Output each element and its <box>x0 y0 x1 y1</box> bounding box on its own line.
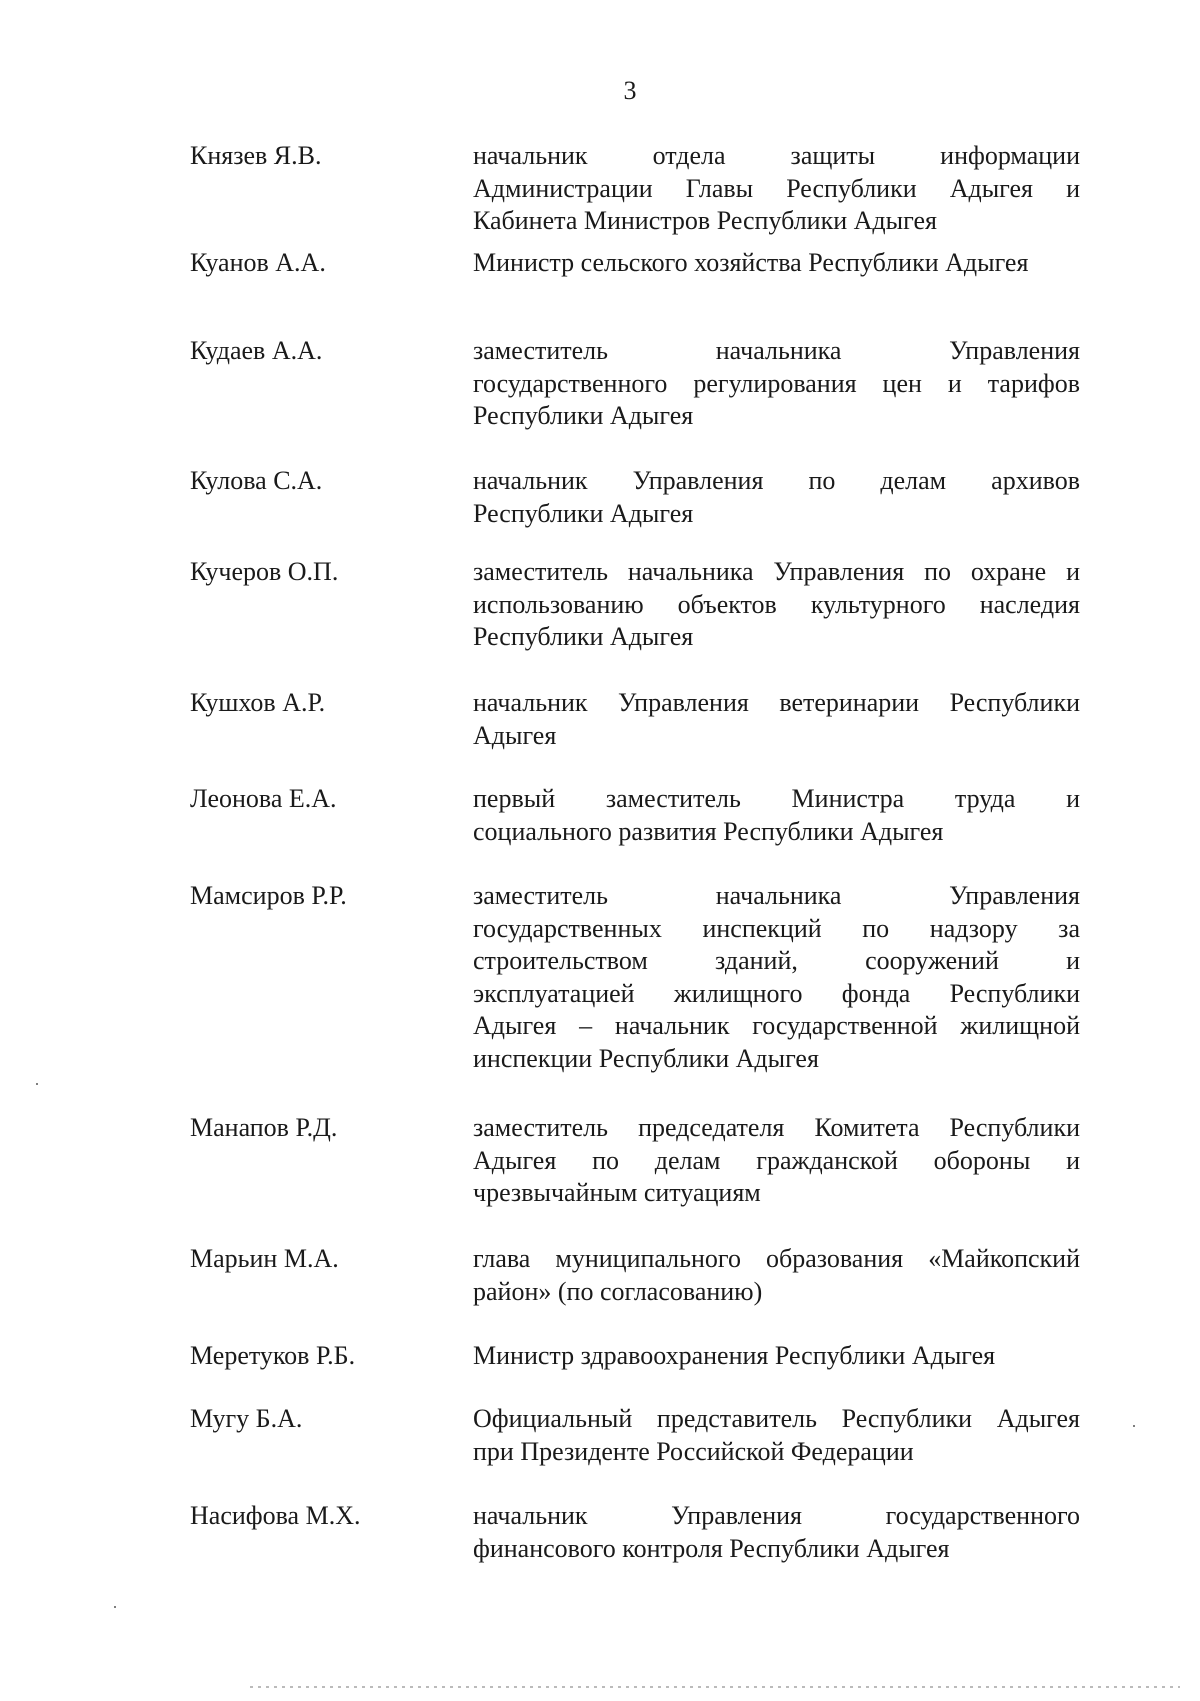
scan-speck <box>1133 1425 1135 1427</box>
position-title <box>473 247 1080 280</box>
person-name: Мугу Б.А. <box>190 1404 303 1433</box>
person-name: Марьин М.А. <box>190 1244 339 1273</box>
position-line: эксплуатацией жилищного фонда Республики <box>473 978 1080 1008</box>
position-line: начальник Управления по делам архивов <box>473 466 1080 495</box>
position-line: заместитель начальника Управления <box>473 881 1080 910</box>
position-title <box>473 1340 1080 1373</box>
position-title <box>473 140 1080 238</box>
position-line: глава муниципального образования «Майкопский <box>473 1244 1080 1273</box>
position-line: заместитель начальника Управления по охране и <box>473 557 1080 586</box>
person-name: Кудаев А.А. <box>190 336 323 365</box>
person-name: Куанов А.А. <box>190 248 326 277</box>
position-line: инспекции Республики Адыгея <box>473 1043 819 1073</box>
position-line: Официальный представитель Республики Адыгея <box>473 1404 1080 1433</box>
person-name: Мамсиров Р.Р. <box>190 881 347 910</box>
position-line: Республики Адыгея <box>473 498 694 528</box>
position-line: при Президенте Российской Федерации <box>473 1436 914 1466</box>
position-title <box>473 687 1080 752</box>
position-line: чрезвычайным ситуациям <box>473 1178 761 1207</box>
position-title <box>473 1500 1080 1565</box>
position-line: начальник отдела защиты информации <box>473 141 1080 170</box>
position-line: Министр сельского хозяйства Республики Адыгея <box>473 248 1029 277</box>
position-line: Республики Адыгея <box>473 401 694 430</box>
position-title <box>473 880 1080 1075</box>
position-line: Министр здравоохранения Республики Адыгея <box>473 1341 996 1370</box>
position-line: заместитель председателя Комитета Республики <box>473 1113 1080 1142</box>
position-line: Кабинета Министров Республики Адыгея <box>473 206 937 235</box>
position-line: район» (по согласованию) <box>473 1276 763 1306</box>
position-title <box>473 1243 1080 1308</box>
position-title <box>473 1112 1080 1210</box>
position-line: Адыгея <box>473 720 557 750</box>
position-line: первый заместитель Министра труда и <box>473 784 1080 813</box>
position-line: заместитель начальника Управления <box>473 336 1080 365</box>
person-name: Князев Я.В. <box>190 141 322 170</box>
person-name: Кушхов А.Р. <box>190 688 326 717</box>
person-name: Манапов Р.Д. <box>190 1113 338 1142</box>
position-line: финансового контроля Республики Адыгея <box>473 1533 950 1563</box>
position-line: социального развития Республики Адыгея <box>473 816 944 846</box>
position-line: начальник Управления ветеринарии Республики <box>473 688 1080 717</box>
person-name: Кучеров О.П. <box>190 557 339 586</box>
position-title <box>473 1403 1080 1468</box>
position-title <box>473 783 1080 848</box>
position-line: использованию объектов культурного наследия <box>473 589 1080 619</box>
position-line: Адыгея по делам гражданской обороны и <box>473 1145 1080 1175</box>
position-line: государственных инспекций по надзору за <box>473 913 1080 943</box>
position-title <box>473 556 1080 654</box>
person-name: Насифова М.Х. <box>190 1501 361 1530</box>
scan-speck <box>36 1083 38 1085</box>
position-title <box>473 465 1080 530</box>
person-name: Кулова С.А. <box>190 466 323 495</box>
page-number: 3 <box>623 76 637 105</box>
position-line: начальник Управления государственного <box>473 1501 1080 1530</box>
position-line: Республики Адыгея <box>473 622 694 651</box>
position-line: Администрации Главы Республики Адыгея и <box>473 173 1080 203</box>
position-line: Адыгея – начальник государственной жилищной <box>473 1011 1080 1040</box>
person-name: Меретуков Р.Б. <box>190 1341 356 1370</box>
scan-speck <box>114 1606 116 1608</box>
position-line: строительством зданий, сооружений и <box>473 946 1080 975</box>
person-name: Леонова Е.А. <box>190 784 337 813</box>
position-title <box>473 335 1080 433</box>
scan-edge-line <box>250 1686 1180 1688</box>
position-line: государственного регулирования цен и тарифов <box>473 368 1080 398</box>
